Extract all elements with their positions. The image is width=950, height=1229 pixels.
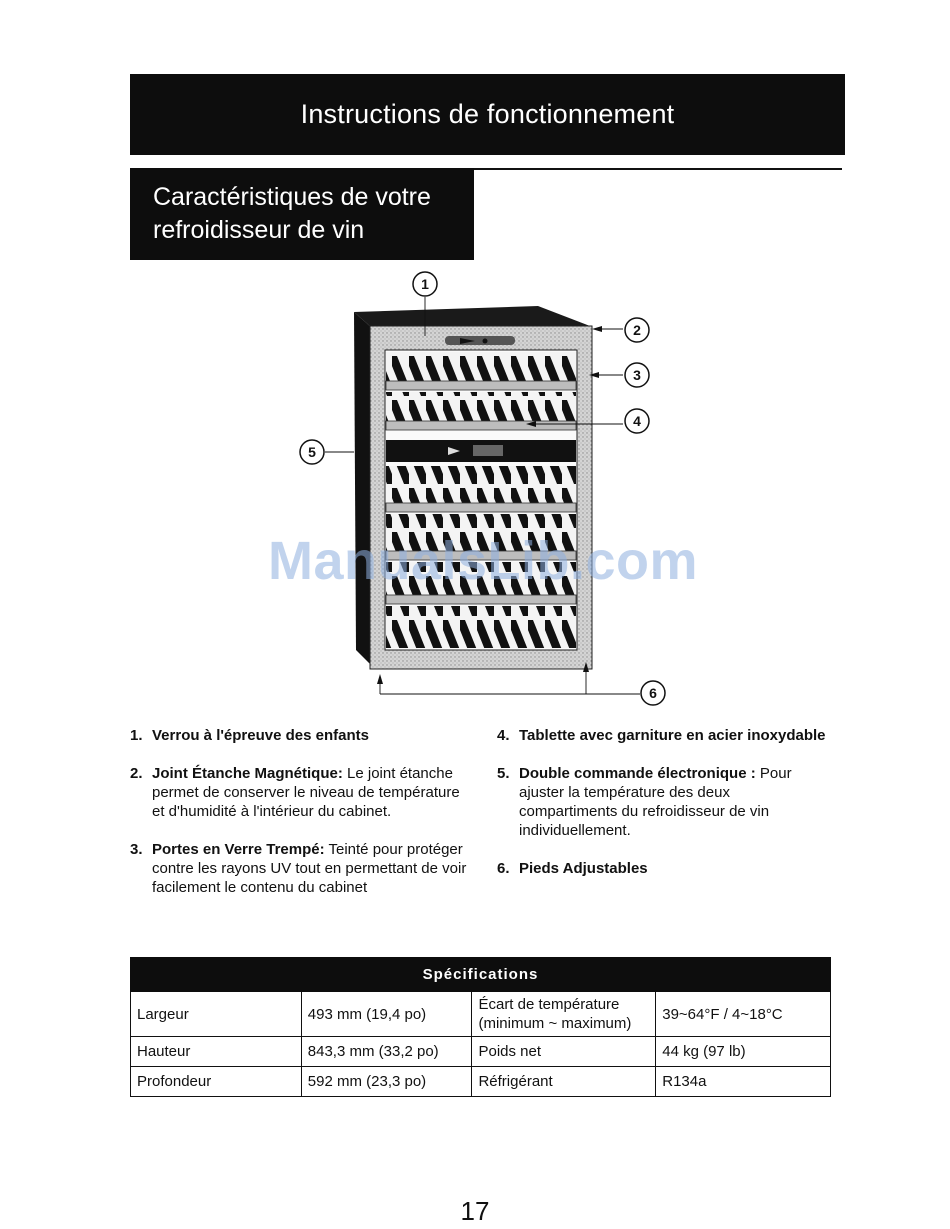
feature-list-left [130,726,475,916]
feature-description: Le joint étanche permet de conserver le niveau de température et d'humidité à l'intérieur du cabinet. [152,765,460,820]
shelf [386,381,576,390]
callout-6-label: 6 [649,685,657,701]
section-title-line1: Caractéristiques de votre [153,183,431,211]
bottle-row [386,606,576,648]
feature-description: Teinté pour protéger contre les rayons UV tout en permettant de voir facilement le contenu du cabinet [152,841,467,896]
spec-value: 44 kg (97 lb) [656,1037,831,1067]
specifications-table [130,957,831,1097]
feature-list-right [497,726,827,897]
page-header [130,74,845,155]
feature-description: Pour ajuster la température des deux compartiments du refroidisseur de vin individuellement. [519,765,792,839]
callout-1-label: 1 [421,276,429,292]
bottle-row [386,352,576,382]
callout-3-label: 3 [633,367,641,383]
spec-value: R134a [656,1067,831,1097]
feature-number: 4. [497,727,510,744]
section-title-line2: refroidisseur de vin [153,216,365,244]
shelf [386,503,576,512]
watermark: ManualsLib.com [268,531,699,591]
shelf [386,421,576,430]
spec-value: 592 mm (23,3 po) [301,1067,472,1097]
lock [445,336,515,345]
shelf [386,595,576,604]
feature-item [130,726,475,745]
page-number: 17 [460,1196,490,1226]
feature-item [497,859,827,878]
callout-2-label: 2 [633,322,641,338]
table-row [131,1037,831,1067]
spec-label: Poids net [472,1037,656,1067]
feature-item [130,764,475,821]
page-header-title: Instructions de fonctionnement [300,99,675,129]
bottle-row [386,466,576,504]
feature-term: Joint Étanche Magnétique: [152,765,343,782]
spec-value: 39~64°F / 4~18°C [656,992,831,1037]
feature-term: Double commande électronique : [519,765,756,782]
feature-item [497,726,827,745]
callout-5-label: 5 [308,444,316,460]
feature-number: 6. [497,860,510,877]
spec-label: Hauteur [131,1037,302,1067]
spec-label: Écart de température (minimum ~ maximum) [472,992,656,1037]
feature-number: 5. [497,765,510,782]
wine-cooler-diagram [290,268,680,708]
spec-label: Largeur [131,992,302,1037]
spec-label: Réfrigérant [472,1067,656,1097]
feature-number: 3. [130,841,143,858]
specifications-title: Spécifications [131,958,831,992]
section-title [130,168,474,260]
feature-term: Pieds Adjustables [519,860,648,877]
section-rule [474,168,842,170]
table-row [131,992,831,1037]
feature-item [497,764,827,840]
spec-value: 493 mm (19,4 po) [301,992,472,1037]
table-row [131,1067,831,1097]
feature-number: 1. [130,727,143,744]
spec-label: Profondeur [131,1067,302,1097]
bottle-row [386,392,576,422]
callout-4-label: 4 [633,413,641,429]
feature-item [130,840,475,897]
feature-number: 2. [130,765,143,782]
spec-value: 843,3 mm (33,2 po) [301,1037,472,1067]
feature-term: Tablette avec garniture en acier inoxydable [519,727,826,744]
feature-term: Portes en Verre Trempé: [152,841,325,858]
feature-term: Verrou à l'épreuve des enfants [152,727,369,744]
cabinet-top [354,306,590,328]
